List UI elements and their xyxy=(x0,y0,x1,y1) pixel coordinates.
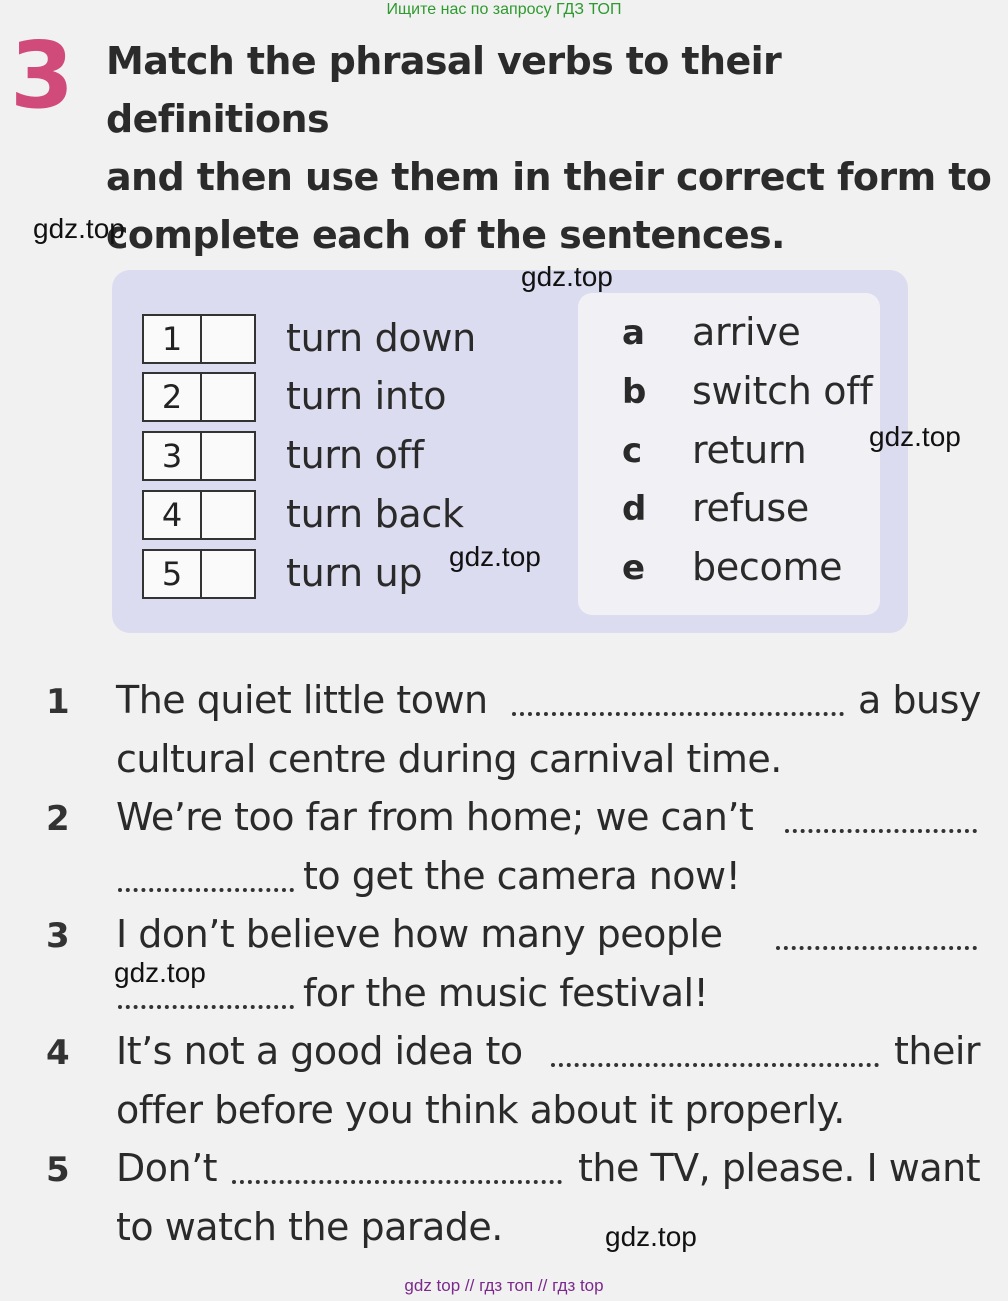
footer-links[interactable]: gdz top // гдз топ // гдз top xyxy=(404,1276,604,1295)
answer-cell[interactable] xyxy=(202,492,254,538)
definition-letter: d xyxy=(622,489,647,529)
answer-cell[interactable] xyxy=(202,374,254,420)
watermark: gdz.top xyxy=(114,957,206,988)
sentence-text: for the music festival! xyxy=(303,971,709,1015)
sentence-text: cultural centre during carnival time. xyxy=(116,737,782,781)
definition-letter: a xyxy=(622,313,645,353)
answer-cell[interactable] xyxy=(202,433,254,479)
match-box-2 xyxy=(142,372,256,422)
phrasal-verb: turn into xyxy=(286,374,447,418)
sentence-text: The quiet little town xyxy=(116,678,488,722)
answer-blank[interactable] xyxy=(551,1063,879,1067)
definition-letter: e xyxy=(622,548,646,588)
phrasal-verb: turn back xyxy=(286,492,464,536)
sentence-number: 4 xyxy=(46,1033,70,1073)
definition-letter: b xyxy=(622,372,647,412)
match-number: 4 xyxy=(144,492,202,538)
definition: become xyxy=(692,545,843,589)
answer-cell[interactable] xyxy=(202,551,254,597)
phrasal-verb: turn down xyxy=(286,316,476,360)
phrasal-verb: turn up xyxy=(286,551,423,595)
sentence-text: to get the camera now! xyxy=(303,854,741,898)
exercise-number: 3 xyxy=(10,22,75,129)
match-box-5 xyxy=(142,549,256,599)
sentence-number: 1 xyxy=(46,682,70,722)
exercise-instruction xyxy=(106,32,996,264)
sentence-text: We’re too far from home; we can’t xyxy=(116,795,754,839)
answer-blank[interactable] xyxy=(776,946,977,950)
match-number: 5 xyxy=(144,551,202,597)
watermark: gdz.top xyxy=(869,421,961,452)
answer-cell[interactable] xyxy=(202,316,254,362)
watermark: gdz.top xyxy=(449,541,541,572)
definition: arrive xyxy=(692,310,801,354)
match-number: 1 xyxy=(144,316,202,362)
instruction-line: and then use them in their correct form to xyxy=(106,155,992,199)
sentence-text: It’s not a good idea to xyxy=(116,1029,523,1073)
watermark: gdz.top xyxy=(605,1221,697,1252)
answer-blank[interactable] xyxy=(785,829,977,833)
match-box-4 xyxy=(142,490,256,540)
answer-blank[interactable] xyxy=(118,1005,294,1009)
definition: return xyxy=(692,428,807,472)
phrasal-verb: turn off xyxy=(286,433,424,477)
sentence-text: I don’t believe how many people xyxy=(116,912,723,956)
watermark: gdz.top xyxy=(33,213,125,244)
sentence-number: 3 xyxy=(46,916,70,956)
top-banner[interactable]: Ищите нас по запросу ГДЗ ТОП xyxy=(386,1,622,18)
answer-blank[interactable] xyxy=(512,712,844,716)
match-box-3 xyxy=(142,431,256,481)
watermark: gdz.top xyxy=(521,261,613,292)
sentence-number: 2 xyxy=(46,799,70,839)
answer-blank[interactable] xyxy=(232,1180,562,1184)
sentence-number: 5 xyxy=(46,1150,70,1190)
sentence-text: their xyxy=(894,1029,981,1073)
instruction-line: complete each of the sentences. xyxy=(106,213,785,257)
match-number: 3 xyxy=(144,433,202,479)
sentence-text: offer before you think about it properly. xyxy=(116,1088,845,1132)
match-box-1 xyxy=(142,314,256,364)
definition: refuse xyxy=(692,486,810,530)
sentence-text: the TV, please. I want xyxy=(578,1146,981,1190)
instruction-line: Match the phrasal verbs to their definitions xyxy=(106,39,782,141)
sentence-text: Don’t xyxy=(116,1146,218,1190)
sentence-text: a busy xyxy=(858,678,981,722)
sentence-text: to watch the parade. xyxy=(116,1205,503,1249)
definition-letter: c xyxy=(622,431,643,471)
answer-blank[interactable] xyxy=(118,888,294,892)
match-number: 2 xyxy=(144,374,202,420)
definition: switch off xyxy=(692,369,873,413)
